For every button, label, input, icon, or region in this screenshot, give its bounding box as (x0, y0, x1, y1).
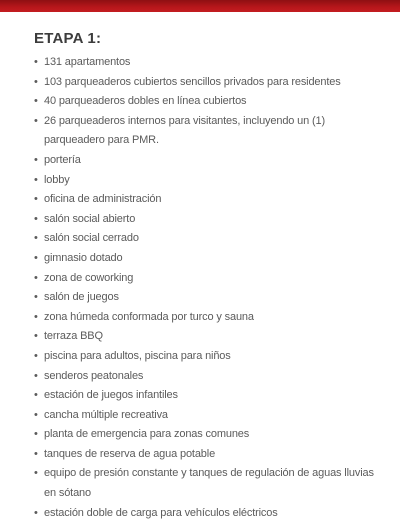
bullet-icon: • (34, 173, 38, 186)
stage-title: ETAPA 1: (34, 30, 102, 47)
list-item-text: gimnasio dotado (44, 251, 123, 264)
bullet-icon: • (34, 95, 38, 108)
list-item (34, 445, 374, 465)
bullet-icon: • (34, 153, 38, 166)
list-item-text: senderos peatonales (44, 369, 144, 382)
list-item (34, 73, 374, 93)
list-item-text: salón social cerrado (44, 232, 139, 245)
list-item (34, 504, 374, 524)
list-item (34, 288, 374, 308)
list-item-text: piscina para adultos, piscina para niños (44, 349, 231, 362)
bullet-icon: • (34, 232, 38, 245)
bullet-icon: • (34, 75, 38, 88)
bullet-icon: • (34, 428, 38, 441)
stage-section (34, 30, 374, 523)
list-item (34, 53, 374, 73)
list-item-text: salón de juegos (44, 291, 119, 304)
list-item (34, 367, 374, 387)
list-item (34, 327, 374, 347)
header-red-band (0, 0, 400, 12)
list-item-text: 40 parqueaderos dobles en línea cubiertos (44, 95, 247, 108)
bullet-icon: • (34, 506, 38, 519)
bullet-icon: • (34, 212, 38, 225)
list-item (34, 249, 374, 269)
bullet-icon: • (34, 251, 38, 264)
list-item (34, 112, 374, 151)
list-item-text: terraza BBQ (44, 330, 103, 343)
bullet-icon: • (34, 310, 38, 323)
bullet-icon: • (34, 193, 38, 206)
list-item-text: lobby (44, 173, 70, 186)
list-item-text: zona de coworking (44, 271, 134, 284)
bullet-icon: • (34, 56, 38, 68)
list-item-text: portería (44, 153, 81, 166)
bullet-icon: • (34, 447, 38, 460)
list-item (34, 464, 374, 503)
list-item-text: salón social abierto (44, 212, 136, 225)
bullet-icon: • (34, 349, 38, 362)
bullet-icon: • (34, 291, 38, 304)
list-item-text: cancha múltiple recreativa (44, 408, 168, 421)
list-item-text: 26 parqueaderos internos para visitantes, incluyendo un (1) parqueadero para PMR. (44, 114, 325, 147)
list-item-text: tanques de reserva de agua potable (44, 447, 216, 460)
list-item (34, 92, 374, 112)
bullet-icon: • (34, 389, 38, 402)
bullet-icon: • (34, 114, 38, 127)
list-item (34, 347, 374, 367)
list-item-text: planta de emergencia para zonas comunes (44, 428, 250, 441)
list-item (34, 406, 374, 426)
bullet-icon: • (34, 271, 38, 284)
list-item (34, 425, 374, 445)
list-item (34, 229, 374, 249)
list-item-text: 131 apartamentos (44, 56, 131, 68)
list-item (34, 190, 374, 210)
list-item (34, 386, 374, 406)
list-item-text: oficina de administración (44, 193, 162, 206)
list-item (34, 308, 374, 328)
list-item (34, 151, 374, 171)
amenities-list (34, 53, 374, 523)
bullet-icon: • (34, 467, 38, 480)
list-item (34, 269, 374, 289)
bullet-icon: • (34, 330, 38, 343)
list-item-text: 103 parqueaderos cubiertos sencillos privados para residentes (44, 75, 341, 88)
list-item (34, 171, 374, 191)
list-item-text: estación de juegos infantiles (44, 389, 178, 402)
list-item-text: equipo de presión constante y tanques de regulación de aguas lluvias en sótano (44, 467, 374, 500)
list-item-text: estación doble de carga para vehículos eléctricos (44, 506, 278, 519)
list-item-text: zona húmeda conformada por turco y sauna (44, 310, 254, 323)
bullet-icon: • (34, 408, 38, 421)
list-item (34, 210, 374, 230)
bullet-icon: • (34, 369, 38, 382)
